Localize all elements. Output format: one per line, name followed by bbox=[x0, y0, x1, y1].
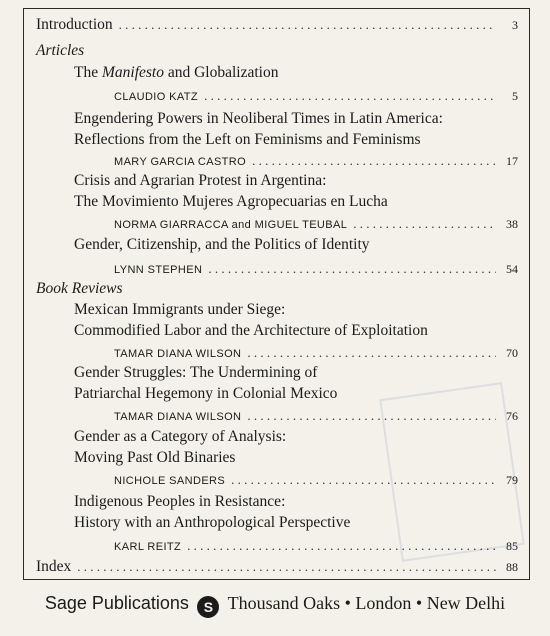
toc-entry-author bbox=[114, 408, 518, 424]
page-number: 5 bbox=[512, 89, 518, 103]
sage-logo-icon: S bbox=[197, 596, 219, 618]
author-name: TAMAR DIANA WILSON bbox=[114, 411, 242, 423]
review-title[interactable]: Indigenous Peoples in Resistance: History with an Anthropological Perspective bbox=[74, 493, 351, 531]
dot-leader bbox=[247, 408, 496, 424]
article-title[interactable]: Crisis and Agrarian Protest in Argentina: The Movimiento Mujeres Agropecuarias en Lucha bbox=[74, 172, 388, 210]
author-name: LYNN STEPHEN bbox=[114, 264, 203, 276]
toc-entry-author bbox=[114, 472, 518, 488]
author-name: KARL REITZ bbox=[114, 541, 182, 553]
dot-leader bbox=[353, 216, 496, 232]
article-title[interactable]: Engendering Powers in Neoliberal Times in Latin America: Reflections from the Left on Feminisms and Feminisms bbox=[74, 110, 443, 148]
page-number: 17 bbox=[506, 154, 518, 168]
toc-entry-author bbox=[114, 216, 518, 232]
page-number: 79 bbox=[506, 473, 518, 487]
dot-leader bbox=[77, 559, 496, 575]
publisher-footer bbox=[0, 593, 550, 618]
publisher-cities: Thousand Oaks • London • New Delhi bbox=[227, 593, 506, 613]
author-name: MARY GARCIA CASTRO bbox=[114, 156, 247, 168]
review-title[interactable]: Mexican Immigrants under Siege: Commodified Labor and the Architecture of Exploitation bbox=[74, 301, 428, 339]
toc-entry-index[interactable] bbox=[36, 558, 518, 576]
page-number: 38 bbox=[506, 217, 518, 231]
page-number: 85 bbox=[506, 539, 518, 553]
review-title[interactable]: Gender Struggles: The Undermining of Patriarchal Hegemony in Colonial Mexico bbox=[74, 364, 338, 402]
dot-leader bbox=[187, 538, 496, 554]
dot-leader bbox=[119, 17, 496, 33]
toc-entry-author bbox=[114, 153, 518, 169]
page-number: 3 bbox=[512, 18, 518, 32]
article-title[interactable]: The Manifesto and Globalization bbox=[74, 64, 279, 81]
page-number: 70 bbox=[506, 346, 518, 360]
dot-leader bbox=[252, 153, 496, 169]
dot-leader bbox=[231, 472, 496, 488]
page-number: 76 bbox=[506, 409, 518, 423]
dot-leader bbox=[204, 88, 496, 104]
section-heading-articles: Articles bbox=[36, 42, 85, 59]
toc-entry-author bbox=[114, 538, 518, 554]
toc-entry-introduction[interactable] bbox=[36, 16, 518, 34]
review-title[interactable]: Gender as a Category of Analysis: Moving Past Old Binaries bbox=[74, 428, 287, 466]
dot-leader bbox=[208, 261, 496, 277]
publisher-name: Sage Publications bbox=[44, 593, 189, 613]
entry-label: Introduction bbox=[36, 16, 113, 33]
page-number: 88 bbox=[506, 560, 518, 574]
author-name: NICHOLE SANDERS bbox=[114, 475, 226, 487]
toc-entry-author bbox=[114, 261, 518, 277]
page-number: 54 bbox=[506, 262, 518, 276]
article-title[interactable]: Gender, Citizenship, and the Politics of Identity bbox=[74, 236, 370, 253]
title-emphasis: Manifesto bbox=[101, 64, 164, 81]
dot-leader bbox=[247, 345, 496, 361]
toc-entry-author bbox=[114, 345, 518, 361]
author-name: NORMA GIARRACCA and MIGUEL TEUBAL bbox=[114, 219, 348, 231]
author-name: TAMAR DIANA WILSON bbox=[114, 348, 242, 360]
toc-entry-author bbox=[114, 88, 518, 104]
entry-label: Index bbox=[36, 558, 72, 575]
author-name: CLAUDIO KATZ bbox=[114, 91, 199, 103]
section-heading-book-reviews: Book Reviews bbox=[36, 280, 123, 297]
